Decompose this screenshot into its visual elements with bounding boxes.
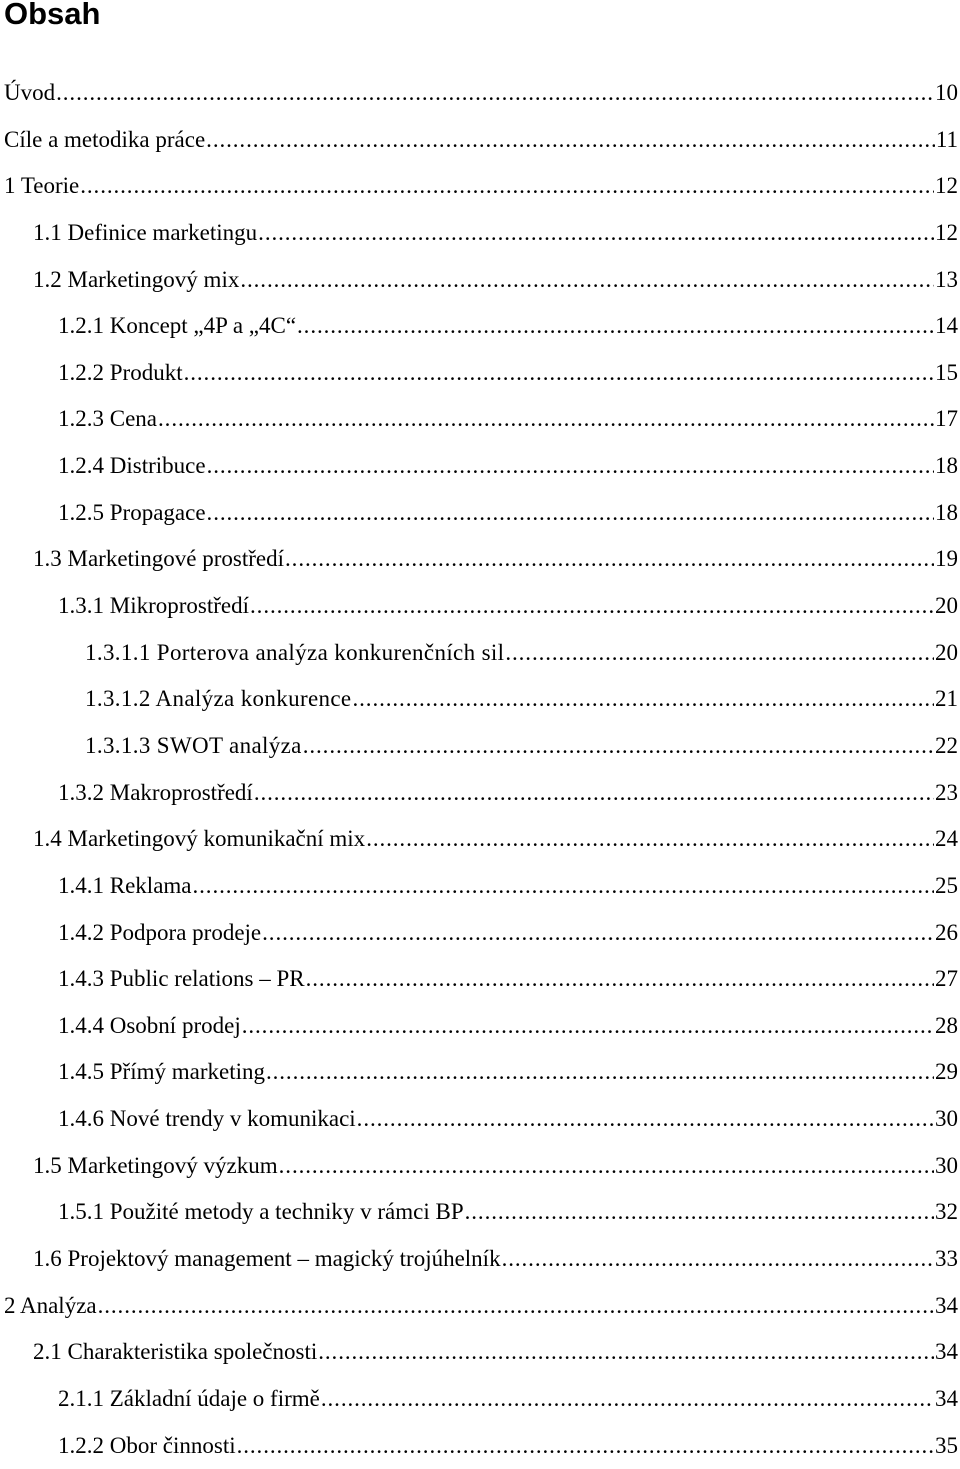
- toc-entry-label: 1.4.6 Nové trendy v komunikaci: [58, 1106, 356, 1132]
- toc-entry-label: 1.3.1.3 SWOT analýza: [85, 732, 302, 758]
- toc-entry-label: 1.3.1.2 Analýza konkurence: [85, 686, 352, 712]
- toc-entry[interactable]: [0, 257, 960, 304]
- toc-entry[interactable]: [0, 1049, 960, 1096]
- dot-leader: [193, 863, 935, 910]
- toc-entry[interactable]: [0, 1236, 960, 1283]
- dot-leader: [250, 583, 934, 630]
- toc-entry-label: 1.6 Projektový management – magický trojúhelník: [33, 1246, 501, 1272]
- toc-page-number: 20: [935, 639, 958, 665]
- toc-entry-label: 1.3.1 Mikroprostředí: [58, 593, 250, 619]
- toc-page-number: 13: [935, 266, 958, 292]
- dot-leader: [297, 303, 934, 350]
- toc-page-number: 33: [935, 1246, 958, 1272]
- toc-entry[interactable]: [0, 630, 960, 677]
- toc-entry-label: 1.1 Definice marketingu: [33, 219, 258, 245]
- dot-leader: [279, 1143, 934, 1190]
- toc-page-number: 12: [935, 173, 958, 199]
- toc-page-number: 14: [935, 313, 958, 339]
- dot-leader: [266, 1049, 934, 1096]
- toc-entry-label: 1.2 Marketingový mix: [33, 266, 240, 292]
- toc-page-number: 35: [935, 1432, 958, 1458]
- dot-leader: [318, 1329, 934, 1376]
- toc-page-number: 18: [935, 453, 958, 479]
- toc-page-number: 27: [935, 966, 958, 992]
- toc-entry-label: 1.4.1 Reklama: [58, 872, 192, 898]
- toc-entry-label: 1.3.2 Makroprostředí: [58, 779, 253, 805]
- toc-entry-label: 2 Analýza: [4, 1292, 97, 1318]
- toc-entry[interactable]: [0, 303, 960, 350]
- page-title: Obsah: [4, 0, 101, 31]
- toc-entry-label: 2.1 Charakteristika společnosti: [33, 1339, 318, 1365]
- toc-entry[interactable]: [0, 490, 960, 537]
- toc-entry[interactable]: [0, 1376, 960, 1423]
- toc-page-number: 26: [935, 919, 958, 945]
- toc-page-number: 23: [935, 779, 958, 805]
- toc-entry[interactable]: [0, 770, 960, 817]
- toc-entry[interactable]: [0, 443, 960, 490]
- table-of-contents: [0, 70, 960, 1469]
- toc-entry[interactable]: [0, 723, 960, 770]
- toc-entry[interactable]: [0, 396, 960, 443]
- dot-leader: [353, 676, 935, 723]
- toc-page-number: 15: [935, 359, 958, 385]
- toc-page-number: 30: [935, 1106, 958, 1132]
- dot-leader: [98, 1283, 934, 1330]
- toc-entry-label: 1.4.2 Podpora prodeje: [58, 919, 262, 945]
- dot-leader: [285, 536, 934, 583]
- dot-leader: [303, 723, 934, 770]
- dot-leader: [207, 490, 934, 537]
- dot-leader: [80, 163, 934, 210]
- toc-entry[interactable]: [0, 910, 960, 957]
- dot-leader: [366, 816, 934, 863]
- toc-entry-label: 1.4.3 Public relations – PR: [58, 966, 305, 992]
- dot-leader: [207, 443, 934, 490]
- toc-page-number: 34: [935, 1339, 958, 1365]
- toc-entry-label: Cíle a metodika práce: [4, 126, 206, 152]
- toc-entry-label: 2.1.1 Základní údaje o firmě: [58, 1385, 320, 1411]
- dot-leader: [502, 1236, 934, 1283]
- toc-entry[interactable]: [0, 1283, 960, 1330]
- toc-entry-label: 1.4.4 Osobní prodej: [58, 1012, 241, 1038]
- toc-page-number: 19: [935, 546, 958, 572]
- dot-leader: [357, 1096, 934, 1143]
- toc-entry[interactable]: [0, 536, 960, 583]
- toc-entry[interactable]: [0, 117, 960, 164]
- toc-entry-label: 1.2.5 Propagace: [58, 499, 206, 525]
- toc-page-number: 21: [935, 686, 958, 712]
- dot-leader: [206, 117, 935, 164]
- toc-page-number: 25: [935, 872, 958, 898]
- toc-entry[interactable]: [0, 676, 960, 723]
- toc-entry[interactable]: [0, 816, 960, 863]
- dot-leader: [306, 956, 934, 1003]
- dot-leader: [240, 257, 934, 304]
- toc-entry[interactable]: [0, 583, 960, 630]
- toc-entry[interactable]: [0, 1423, 960, 1469]
- toc-entry[interactable]: [0, 163, 960, 210]
- toc-page-number: 12: [935, 219, 958, 245]
- toc-entry-label: 1.3 Marketingové prostředí: [33, 546, 285, 572]
- toc-entry[interactable]: [0, 1003, 960, 1050]
- toc-page-number: 17: [935, 406, 958, 432]
- toc-page-number: 11: [935, 126, 958, 152]
- toc-entry-label: 1.2.4 Distribuce: [58, 453, 206, 479]
- toc-entry-label: 1.2.2 Obor činnosti: [58, 1432, 236, 1458]
- toc-entry[interactable]: [0, 956, 960, 1003]
- dot-leader: [158, 396, 934, 443]
- toc-page-number: 32: [935, 1199, 958, 1225]
- toc-page-number: 30: [935, 1152, 958, 1178]
- toc-entry-label: 1 Teorie: [4, 173, 80, 199]
- toc-page-number: 22: [935, 732, 958, 758]
- toc-entry-label: 1.4 Marketingový komunikační mix: [33, 826, 366, 852]
- dot-leader: [321, 1376, 934, 1423]
- toc-page-number: 18: [935, 499, 958, 525]
- dot-leader: [262, 910, 934, 957]
- toc-page-number: 28: [935, 1012, 958, 1038]
- toc-page-number: 24: [935, 826, 958, 852]
- toc-page-number: 34: [935, 1385, 958, 1411]
- toc-entry[interactable]: [0, 1189, 960, 1236]
- dot-leader: [242, 1003, 934, 1050]
- toc-entry-label: 1.2.3 Cena: [58, 406, 158, 432]
- dot-leader: [237, 1423, 934, 1469]
- toc-page-number: 29: [935, 1059, 958, 1085]
- toc-page-number: 34: [935, 1292, 958, 1318]
- dot-leader: [465, 1189, 934, 1236]
- toc-entry-label: 1.5.1 Použité metody a techniky v rámci BP: [58, 1199, 464, 1225]
- dot-leader: [254, 770, 934, 817]
- toc-page-number: 10: [935, 80, 958, 105]
- toc-entry[interactable]: [0, 1329, 960, 1376]
- toc-entry[interactable]: [0, 350, 960, 397]
- dot-leader: [505, 630, 934, 677]
- toc-entry-label: Úvod: [4, 80, 56, 105]
- toc-entry-label: 1.2.1 Koncept „4P a „4C“: [58, 313, 297, 339]
- toc-page-number: 20: [935, 593, 958, 619]
- toc-entry[interactable]: [0, 863, 960, 910]
- toc-entry[interactable]: [0, 210, 960, 257]
- dot-leader: [258, 210, 934, 257]
- toc-entry-label: 1.4.5 Přímý marketing: [58, 1059, 265, 1085]
- toc-entry-label: 1.5 Marketingový výzkum: [33, 1152, 278, 1178]
- toc-entry-label: 1.2.2 Produkt: [58, 359, 183, 385]
- toc-entry[interactable]: [0, 70, 960, 117]
- toc-entry[interactable]: [0, 1143, 960, 1190]
- toc-entry-label: 1.3.1.1 Porterova analýza konkurenčních sil: [85, 639, 505, 665]
- dot-leader: [56, 70, 934, 117]
- toc-entry[interactable]: [0, 1096, 960, 1143]
- dot-leader: [184, 350, 934, 397]
